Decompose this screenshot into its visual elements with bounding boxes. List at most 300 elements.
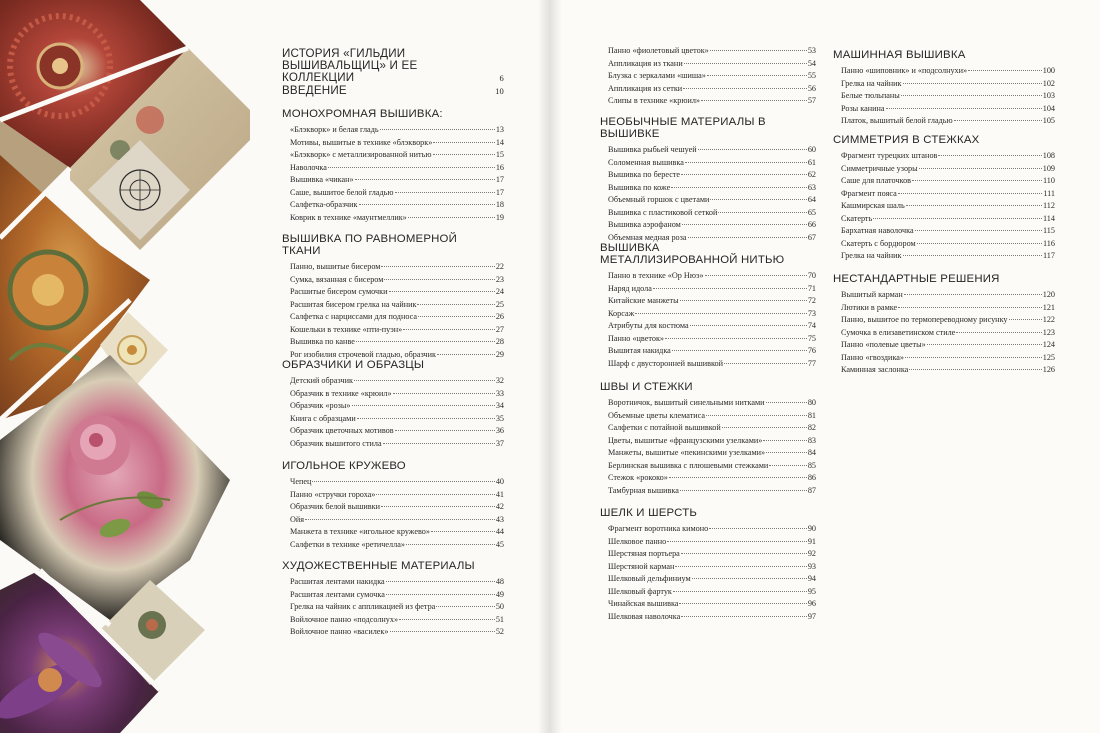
- dot-leader: [685, 161, 807, 163]
- toc-entry-page-number: 24: [495, 287, 504, 297]
- toc-entry[interactable]: [290, 149, 504, 162]
- toc-entry-page-number: 104: [1042, 103, 1055, 113]
- toc-section: [282, 108, 504, 224]
- toc-entry-title: Аппликация из ткани: [608, 58, 683, 68]
- toc-entry[interactable]: [608, 460, 816, 473]
- toc-entry[interactable]: [290, 539, 504, 552]
- toc-entry-title: Воротничок, вышитый синельными нитками: [608, 398, 765, 407]
- toc-entry[interactable]: [290, 601, 504, 614]
- toc-entry-page-number: 13: [495, 125, 504, 134]
- toc-entry-title: Грелка на чайник: [841, 78, 902, 88]
- toc-entry[interactable]: [290, 626, 504, 639]
- toc-entry[interactable]: [608, 345, 816, 358]
- dot-leader: [433, 153, 495, 155]
- dot-leader: [389, 290, 495, 292]
- toc-entry[interactable]: [841, 250, 1055, 263]
- toc-entry[interactable]: [608, 270, 816, 283]
- toc-entry-title: Манжета в технике «игольное кружево»: [290, 527, 430, 537]
- toc-entry-page-number: 103: [1042, 91, 1055, 101]
- dot-leader: [917, 242, 1042, 244]
- toc-entry-page-number: 122: [1042, 315, 1055, 325]
- dot-leader: [395, 429, 495, 431]
- toc-entry-title: Шерстяной карман: [608, 561, 675, 571]
- toc-entry[interactable]: [290, 614, 504, 627]
- dot-leader: [680, 299, 807, 301]
- toc-entry[interactable]: [608, 169, 816, 182]
- toc-entry[interactable]: [841, 364, 1055, 377]
- toc-entry[interactable]: [841, 188, 1055, 201]
- dot-leader: [919, 167, 1042, 169]
- toc-entry[interactable]: [290, 514, 504, 527]
- toc-entry-page-number: 19: [495, 212, 504, 222]
- toc-entry-page-number: 112: [1043, 201, 1055, 211]
- dot-leader: [681, 552, 807, 554]
- toc-entry-title: Сумка, вязанная с бисером: [290, 274, 384, 284]
- toc-entry[interactable]: [290, 375, 504, 388]
- dot-leader: [763, 439, 806, 441]
- toc-entry-title: Кашмирская шаль: [841, 201, 905, 211]
- toc-entry[interactable]: [608, 586, 816, 599]
- toc-entry-title: Тамбурная вышивка: [608, 485, 679, 495]
- dot-leader: [688, 236, 807, 238]
- toc-entry[interactable]: [608, 422, 816, 435]
- toc-entry-title: Мотивы, вышитые в технике «блэкворк»: [290, 137, 433, 147]
- toc-entry-page-number: 14: [495, 137, 504, 147]
- toc-entry-page-number: 27: [495, 324, 504, 334]
- toc-entry-page-number: 77: [807, 358, 816, 368]
- toc-entry[interactable]: [290, 576, 504, 589]
- toc-entry[interactable]: [290, 489, 504, 502]
- toc-entry-title: Стежок «рококо»: [608, 473, 668, 483]
- toc-entry-title: Блузка с зеркалами «шиша»: [608, 71, 706, 81]
- toc-entry[interactable]: [608, 397, 816, 410]
- dot-leader: [912, 179, 1042, 181]
- toc-entry[interactable]: [841, 352, 1055, 365]
- toc-entry[interactable]: [290, 212, 504, 225]
- toc-entry-title: Шелковая наволочка: [608, 611, 681, 621]
- toc-entry-title: Вышивка аэрофаном: [608, 220, 681, 230]
- dot-leader: [682, 223, 807, 225]
- toc-entry-title: Шелковый фартук: [608, 586, 672, 596]
- toc-entry[interactable]: [290, 413, 504, 426]
- dot-leader: [901, 94, 1042, 96]
- toc-entry[interactable]: [608, 95, 816, 108]
- toc-entry-page-number: 97: [807, 611, 816, 621]
- toc-entry-page-number: 33: [495, 388, 504, 398]
- toc-entry-title: Образчик в технике «крюил»: [290, 388, 392, 398]
- toc-section: [282, 85, 504, 101]
- toc-entry[interactable]: [841, 289, 1055, 302]
- toc-entry-page-number: 109: [1042, 163, 1055, 173]
- dot-leader: [390, 630, 495, 632]
- dot-leader: [673, 590, 807, 592]
- dot-leader: [665, 337, 807, 339]
- toc-entry-page-number: 44: [495, 527, 504, 537]
- toc-entry-page-number: 26: [495, 312, 504, 322]
- toc-entry-title: Расшитые бисером сумочки: [290, 287, 388, 297]
- dot-leader: [709, 527, 807, 529]
- toc-entry-title: Рог изобилия строчевой гладью, образчик: [290, 349, 437, 359]
- section-title: [600, 507, 816, 519]
- dot-leader: [938, 154, 1041, 156]
- toc-entry-page-number: 61: [807, 157, 816, 167]
- book-gutter: [538, 0, 562, 733]
- toc-entry[interactable]: [608, 194, 816, 207]
- toc-entry-page-number: 49: [495, 589, 504, 599]
- toc-entry[interactable]: [290, 199, 504, 212]
- toc-entry[interactable]: [290, 274, 504, 287]
- dot-leader: [381, 505, 495, 507]
- toc-entry[interactable]: [608, 58, 816, 71]
- dot-leader: [873, 217, 1042, 219]
- toc-entry-page-number: 71: [807, 283, 816, 293]
- dot-leader: [380, 128, 495, 130]
- toc-entry[interactable]: [608, 548, 816, 561]
- toc-entry-page-number: 55: [807, 71, 816, 81]
- toc-entry-title: Панно, вышитые бисером: [290, 262, 381, 271]
- dot-leader: [915, 229, 1042, 231]
- section-title: [833, 49, 1055, 61]
- toc-entry-title: Панно «шиповник» и «подсолнухи»: [841, 66, 968, 75]
- toc-entry-title: Книга с образцами: [290, 413, 356, 423]
- dot-leader: [898, 306, 1042, 308]
- toc-entry[interactable]: [608, 410, 816, 423]
- toc-entry-page-number: 115: [1043, 226, 1055, 236]
- toc-entry-title: Панно «полевые цветы»: [841, 340, 926, 350]
- toc-entry[interactable]: [841, 225, 1055, 238]
- toc-section: [833, 49, 1055, 128]
- toc-entry-title: Детский образчик: [290, 376, 353, 385]
- toc-entry[interactable]: [608, 144, 816, 157]
- toc-entry[interactable]: [841, 327, 1055, 340]
- toc-entry-title: Шерстяная портьера: [608, 549, 680, 559]
- toc-entry-page-number: 82: [807, 423, 816, 433]
- toc-entry-title: Берлинская вышивка с плюшевыми стежками: [608, 460, 769, 470]
- toc-entry-page-number: 62: [807, 170, 816, 180]
- dot-leader: [667, 540, 807, 542]
- toc-entry-title: Симметричные узоры: [841, 163, 918, 173]
- toc-entry-page-number: 22: [495, 262, 504, 271]
- toc-entry-page-number: 60: [807, 145, 816, 154]
- toc-entry[interactable]: [290, 261, 504, 274]
- toc-entry-title: Вышивка «чикан»: [290, 175, 354, 185]
- toc-entry[interactable]: [290, 311, 504, 324]
- dot-leader: [355, 178, 495, 180]
- toc-entry[interactable]: [290, 174, 504, 187]
- toc-entry[interactable]: [841, 150, 1055, 163]
- toc-entry-page-number: 117: [1043, 251, 1055, 261]
- toc-section: [833, 134, 1055, 263]
- toc-entry[interactable]: [290, 526, 504, 539]
- toc-entry-title: Фрагмент турецких штанов: [841, 151, 938, 160]
- toc-section: [282, 48, 504, 88]
- toc-entry[interactable]: [608, 573, 816, 586]
- toc-entry[interactable]: [841, 213, 1055, 226]
- toc-entry-list: [833, 150, 1055, 263]
- toc-entry[interactable]: [290, 324, 504, 337]
- toc-entry-page-number: 45: [495, 539, 504, 549]
- toc-entry-title: Объемные цветы клематиса: [608, 410, 706, 420]
- dot-leader: [376, 493, 494, 495]
- toc-entry[interactable]: [841, 78, 1055, 91]
- dot-leader: [669, 476, 807, 478]
- toc-entry-page-number: 34: [495, 401, 504, 411]
- dot-leader: [635, 312, 807, 314]
- dot-leader: [359, 203, 495, 205]
- toc-entry-page-number: 126: [1042, 365, 1055, 375]
- toc-entry[interactable]: [841, 115, 1055, 128]
- toc-entry-page-number: 76: [807, 346, 816, 356]
- toc-entry[interactable]: [290, 425, 504, 438]
- dot-leader: [381, 265, 494, 267]
- toc-entry-title: Платок, вышитый белой гладью: [841, 116, 953, 126]
- toc-entry[interactable]: [841, 200, 1055, 213]
- dot-leader: [898, 192, 1043, 194]
- toc-entry-title: Корсаж: [608, 308, 635, 318]
- toc-entry[interactable]: [608, 536, 816, 549]
- toc-entry-title: Бархатная наволочка: [841, 226, 914, 236]
- toc-entry[interactable]: [841, 302, 1055, 315]
- toc-entry-page-number: 100: [1042, 66, 1055, 75]
- toc-entry-page-number: 80: [807, 398, 816, 407]
- embroidery-photo-collage: [0, 0, 250, 733]
- toc-entry[interactable]: [841, 339, 1055, 352]
- toc-entry-title: Вышивка рыбьей чешуей: [608, 145, 697, 154]
- toc-entry[interactable]: [608, 295, 816, 308]
- toc-entry-title: Саше для платочков: [841, 176, 912, 186]
- dot-leader: [690, 324, 807, 326]
- section-title-text: НЕОБЫЧНЫЕ МАТЕРИАЛЫ В ВЫШИВКЕ: [600, 116, 766, 140]
- toc-entry-title: Лютики в рамке: [841, 302, 898, 312]
- dot-leader: [305, 518, 495, 520]
- toc-entry[interactable]: [290, 187, 504, 200]
- toc-entry-title: Скатерть с бордюром: [841, 238, 916, 248]
- section-title-text: СИММЕТРИЯ В СТЕЖКАХ: [833, 134, 980, 146]
- section-title: [600, 381, 816, 393]
- dot-leader: [383, 442, 495, 444]
- toc-entry[interactable]: [608, 598, 816, 611]
- toc-entry-page-number: 125: [1042, 352, 1055, 362]
- toc-entry-list: [282, 124, 504, 224]
- toc-entry-title: Каминная заслонка: [841, 365, 909, 375]
- toc-entry-title: Сумочка в елизаветинском стиле: [841, 327, 956, 337]
- section-title: [600, 116, 816, 140]
- toc-entry[interactable]: [290, 286, 504, 299]
- toc-entry-title: Расшитая лентами накидка: [290, 577, 385, 586]
- toc-section: [282, 359, 504, 450]
- toc-section: [600, 507, 816, 623]
- dot-leader: [909, 368, 1041, 370]
- dot-leader: [766, 401, 807, 403]
- toc-entry-page-number: 111: [1043, 188, 1055, 198]
- toc-entry-title: Вышитая накидка: [608, 346, 671, 356]
- section-title: [282, 48, 504, 84]
- section-title: [833, 273, 1055, 285]
- dot-leader: [395, 191, 495, 193]
- toc-entry[interactable]: [290, 336, 504, 349]
- dot-leader: [766, 451, 807, 453]
- toc-entry-title: Вышивка с пластиковой сеткой: [608, 207, 718, 217]
- dot-leader: [403, 328, 495, 330]
- dot-leader: [437, 353, 495, 355]
- toc-entry-title: Наряд идола: [608, 283, 652, 293]
- toc-entry-page-number: 116: [1043, 238, 1055, 248]
- toc-entry[interactable]: [841, 238, 1055, 251]
- toc-entry-page-number: 32: [495, 376, 504, 385]
- toc-entry[interactable]: [841, 103, 1055, 116]
- section-title: [282, 85, 504, 97]
- toc-entry-title: Коврик в технике «маунтмеллик»: [290, 212, 407, 222]
- toc-entry[interactable]: [608, 485, 816, 498]
- toc-entry[interactable]: [290, 162, 504, 175]
- toc-entry[interactable]: [608, 333, 816, 346]
- toc-entry-title: Салфетки в технике «ретичелла»: [290, 539, 405, 549]
- toc-entry[interactable]: [608, 219, 816, 232]
- dot-leader: [683, 87, 807, 89]
- toc-entry[interactable]: [290, 501, 504, 514]
- section-title: [282, 460, 504, 472]
- toc-entry-title: Аппликация из сетки: [608, 83, 683, 93]
- toc-entry-page-number: 70: [807, 271, 816, 280]
- toc-entry-list: [282, 576, 504, 639]
- toc-entry[interactable]: [608, 561, 816, 574]
- toc-entry-title: Панно «гвоздика»: [841, 352, 905, 362]
- toc-entry-title: Кошельки в технике «пти-пуэн»: [290, 324, 403, 334]
- toc-entry-title: «Блэкворк» с металлизированной нитью: [290, 150, 432, 160]
- section-title: [282, 359, 504, 371]
- toc-entry[interactable]: [290, 124, 504, 137]
- dot-leader: [386, 593, 495, 595]
- dot-leader: [718, 211, 806, 213]
- toc-entry-title: Слипы в технике «крюил»: [608, 96, 701, 106]
- dot-leader: [701, 99, 807, 101]
- toc-entry[interactable]: [608, 358, 816, 371]
- toc-entry[interactable]: [608, 283, 816, 296]
- toc-entry[interactable]: [290, 438, 504, 451]
- toc-entry[interactable]: [608, 435, 816, 448]
- section-title: [833, 134, 1055, 146]
- toc-entry[interactable]: [290, 400, 504, 413]
- toc-entry-list: [600, 144, 816, 244]
- toc-entry-title: Образчик цветочных мотивов: [290, 426, 394, 436]
- toc-entry-page-number: 75: [807, 333, 816, 343]
- section-title-text: ОБРАЗЧИКИ И ОБРАЗЦЫ: [282, 359, 425, 371]
- toc-entry-page-number: 92: [807, 549, 816, 559]
- toc-entry-page-number: 18: [495, 200, 504, 210]
- dot-leader: [692, 577, 807, 579]
- toc-entry-title: Саше, вышитое белой гладью: [290, 187, 394, 197]
- dot-leader: [417, 303, 494, 305]
- toc-entry-page-number: 73: [807, 308, 816, 318]
- toc-entry[interactable]: [290, 137, 504, 150]
- toc-entry-page-number: 124: [1042, 340, 1055, 350]
- section-title-text: МАШИННАЯ ВЫШИВКА: [833, 49, 966, 61]
- dot-leader: [679, 602, 806, 604]
- toc-entry-page-number: 28: [495, 337, 504, 347]
- toc-entry[interactable]: [841, 163, 1055, 176]
- toc-entry-page-number: 43: [495, 514, 504, 524]
- toc-entry[interactable]: [608, 447, 816, 460]
- toc-entry-page-number: 93: [807, 561, 816, 571]
- toc-entry[interactable]: [290, 589, 504, 602]
- toc-entry-page-number: 95: [807, 586, 816, 596]
- toc-entry-title: Вышивка по бересте: [608, 170, 681, 180]
- dot-leader: [433, 141, 494, 143]
- toc-entry-page-number: 15: [495, 150, 504, 160]
- toc-entry-title: Панно в технике «Ор Нюэ»: [608, 271, 704, 280]
- toc-entry[interactable]: [608, 472, 816, 485]
- toc-entry-title: Фрагмент воротника кимоно: [608, 524, 709, 533]
- toc-section: [282, 233, 504, 361]
- toc-entry[interactable]: [608, 320, 816, 333]
- toc-entry-title: Шелковое панно: [608, 536, 667, 546]
- section-title-text: ИГОЛЬНОЕ КРУЖЕВО: [282, 460, 406, 472]
- toc-entry-page-number: 94: [807, 574, 816, 584]
- toc-entry-page-number: 110: [1043, 176, 1055, 186]
- toc-entry-title: Ойя: [290, 514, 305, 524]
- toc-entry-page-number: 56: [807, 83, 816, 93]
- toc-entry[interactable]: [608, 207, 816, 220]
- toc-entry-title: Войлочное панно «василек»: [290, 627, 389, 637]
- toc-entry[interactable]: [608, 182, 816, 195]
- toc-entry-page-number: 121: [1042, 302, 1055, 312]
- dot-leader: [356, 340, 495, 342]
- toc-entry[interactable]: [608, 157, 816, 170]
- toc-entry[interactable]: [841, 65, 1055, 78]
- toc-entry-page-number: 23: [495, 274, 504, 284]
- toc-entry[interactable]: [608, 523, 816, 536]
- toc-entry-page-number: 105: [1042, 116, 1055, 126]
- toc-entry-title: Панно, вышитое по термопереводному рисунку: [841, 315, 1008, 325]
- toc-entry-title: Манжеты, вышитые «пекинскими узелками»: [608, 448, 766, 458]
- dot-leader: [680, 489, 807, 491]
- toc-entry[interactable]: [608, 308, 816, 321]
- dot-leader: [705, 274, 807, 276]
- toc-entry[interactable]: [290, 299, 504, 312]
- toc-entry[interactable]: [290, 476, 504, 489]
- toc-entry-title: Соломенная вышивка: [608, 157, 684, 167]
- toc-section: [600, 242, 816, 370]
- toc-entry[interactable]: [608, 70, 816, 83]
- toc-entry[interactable]: [841, 175, 1055, 188]
- toc-entry-title: Вышитый карман: [841, 290, 903, 299]
- dot-leader: [707, 74, 807, 76]
- toc-entry-title: Фрагмент пояса: [841, 188, 897, 198]
- toc-section: [833, 273, 1055, 377]
- toc-entry[interactable]: [841, 314, 1055, 327]
- dot-leader: [431, 530, 495, 532]
- dot-leader: [671, 186, 807, 188]
- toc-entry[interactable]: [608, 611, 816, 624]
- dot-leader: [906, 204, 1042, 206]
- toc-entry-page-number: 114: [1043, 213, 1055, 223]
- toc-entry[interactable]: [290, 388, 504, 401]
- dot-leader: [418, 315, 495, 317]
- dot-leader: [393, 392, 495, 394]
- dot-leader: [903, 82, 1042, 84]
- toc-entry-page-number: 42: [495, 502, 504, 512]
- toc-entry[interactable]: [841, 90, 1055, 103]
- dot-leader: [436, 605, 495, 607]
- dot-leader: [903, 254, 1043, 256]
- toc-entry-title: Объемный горшок с цветами: [608, 195, 710, 205]
- toc-entry-page-number: 120: [1042, 290, 1055, 299]
- toc-entry[interactable]: [608, 45, 816, 58]
- dot-leader: [681, 173, 807, 175]
- toc-entry[interactable]: [608, 83, 816, 96]
- dot-leader: [904, 293, 1042, 295]
- dot-leader: [724, 362, 807, 364]
